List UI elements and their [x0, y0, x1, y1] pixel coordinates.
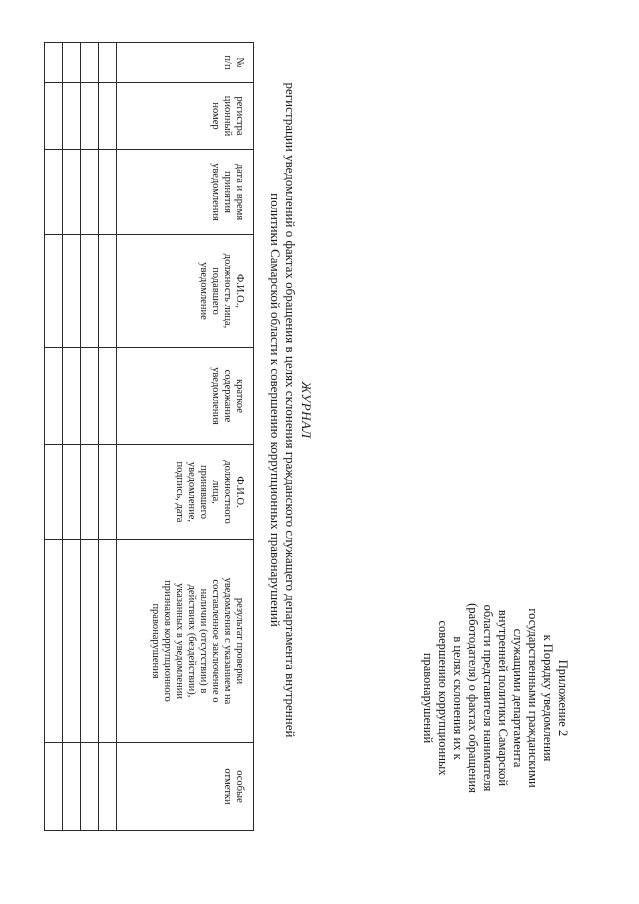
appendix-line: к Порядку уведомления — [541, 634, 555, 762]
column-header-line: подавшего — [210, 267, 221, 315]
table-cell — [45, 743, 63, 831]
column-header-line: отметки — [222, 768, 233, 805]
table-cell — [63, 150, 81, 235]
registration-journal-table — [44, 42, 254, 831]
column-header-line: результат проверки — [234, 597, 245, 685]
appendix-line: в целях склонения их к — [451, 636, 465, 760]
table-body — [45, 43, 117, 831]
table-cell — [99, 150, 117, 235]
table-cell — [81, 83, 99, 150]
column-header — [117, 445, 254, 540]
column-header — [117, 83, 254, 150]
column-header-line: должность лица, — [222, 253, 233, 329]
appendix-heading: Приложение 2 — [556, 659, 570, 737]
column-header-line: должностного — [222, 460, 233, 524]
appendix-line: (работодателя) о фактах обращения — [466, 603, 480, 793]
table-cell — [63, 743, 81, 831]
column-header-line: уведомление — [198, 262, 209, 320]
column-header-line: дата и время — [234, 163, 245, 221]
table-cell — [63, 83, 81, 150]
table-cell — [63, 540, 81, 743]
table-cell — [81, 150, 99, 235]
column-header-line: № — [234, 57, 245, 68]
table-cell — [45, 235, 63, 348]
journal-title-block — [268, 40, 314, 780]
column-header-line: п/п — [222, 55, 233, 70]
column-header-line: наличии (отсутствии) в — [198, 588, 209, 694]
table-cell — [81, 445, 99, 540]
column-header-line: принявшего — [198, 465, 209, 519]
column-header-line: Ф.И.О. — [234, 476, 245, 508]
table-cell — [81, 743, 99, 831]
table-cell — [99, 540, 117, 743]
appendix-line: правонарушений — [421, 652, 435, 744]
table-row — [45, 43, 63, 831]
table-cell — [99, 445, 117, 540]
appendix-note — [420, 578, 570, 818]
table-cell — [81, 235, 99, 348]
appendix-line: служащими департамента — [511, 628, 525, 768]
column-header-line: лица, — [210, 480, 221, 504]
column-header-line: действиях (бездействии), — [186, 584, 197, 698]
journal-subtitle-line: регистрации уведомлений о фактах обращения в целях склонения гражданского служащего департамента внутренней — [283, 82, 298, 738]
journal-title: ЖУРНАЛ — [299, 381, 314, 439]
table-row — [63, 43, 81, 831]
table-cell — [45, 43, 63, 83]
column-header — [117, 235, 254, 348]
table-cell — [99, 348, 117, 445]
column-header — [117, 348, 254, 445]
column-header-line: Ф.И.О., — [234, 274, 245, 308]
column-header-line: содержание — [222, 369, 233, 423]
column-header-line: указанных в уведомлении — [174, 583, 185, 699]
appendix-line: совершению коррупционных — [436, 620, 450, 776]
table-cell — [81, 43, 99, 83]
column-header-line: составленное заключение о — [210, 579, 221, 703]
table-cell — [81, 540, 99, 743]
table-cell — [99, 235, 117, 348]
column-header-line: краткое — [234, 379, 245, 413]
column-header-line: уведомления с указанием на — [222, 577, 233, 705]
column-header — [117, 150, 254, 235]
table-cell — [45, 150, 63, 235]
table-cell — [81, 348, 99, 445]
table-cell — [63, 445, 81, 540]
column-header-line: ционный — [222, 95, 233, 137]
journal-subtitle-line: политики Самарской области к совершению коррупционных правонарушений — [268, 193, 283, 627]
appendix-line: государственными гражданскими — [526, 608, 540, 788]
table-cell — [45, 540, 63, 743]
table-cell — [45, 445, 63, 540]
column-header-line: уведомления — [210, 367, 221, 425]
table-cell — [99, 83, 117, 150]
appendix-line: области представителя нанимателя — [481, 604, 495, 792]
column-header-line: регистра — [234, 96, 245, 136]
column-header — [117, 743, 254, 831]
column-header-line: уведомление, — [186, 461, 197, 523]
column-header — [117, 43, 254, 83]
column-header-line: особые — [234, 770, 245, 803]
table-cell — [45, 83, 63, 150]
table-row — [81, 43, 99, 831]
appendix-line: внутренней политики Самарской — [496, 609, 510, 787]
column-header-line: принятия — [222, 171, 233, 213]
table-cell — [63, 235, 81, 348]
column-header-line: правонарушения — [150, 603, 161, 679]
table-cell — [99, 43, 117, 83]
column-header — [117, 540, 254, 743]
column-header-line: признаков коррупционного — [162, 580, 173, 702]
table-cell — [99, 743, 117, 831]
column-header-line: номер — [210, 102, 221, 130]
column-header-line: подпись, дата — [174, 461, 185, 523]
column-header-line: уведомления — [210, 163, 221, 221]
table-header-row — [117, 43, 254, 831]
table-cell — [63, 43, 81, 83]
table-cell — [63, 348, 81, 445]
table-row — [99, 43, 117, 831]
table-cell — [45, 348, 63, 445]
